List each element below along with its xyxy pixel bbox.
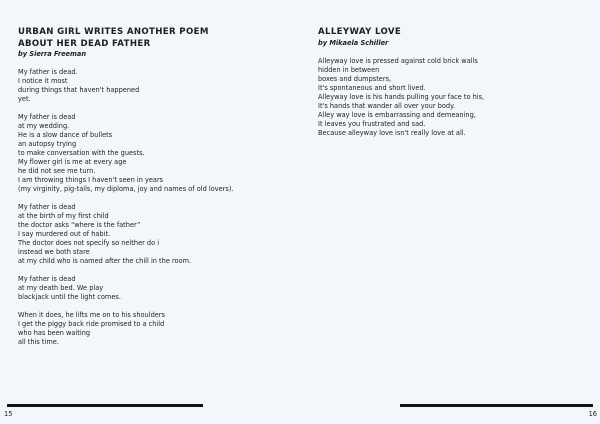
poem-line: during things that haven't happened bbox=[18, 86, 140, 94]
poem-line: When it does, he lifts me on to his shoulders bbox=[18, 311, 165, 319]
poem-line: My father is dead bbox=[18, 203, 76, 211]
poem-line: all this time. bbox=[18, 338, 59, 346]
poem-line: I say murdered out of habit. bbox=[18, 230, 111, 238]
page-number: 15 bbox=[4, 410, 13, 418]
page-number: 16 bbox=[588, 410, 597, 418]
poem-line: I am throwing things I haven't seen in years bbox=[18, 176, 164, 184]
stanza bbox=[18, 275, 288, 302]
poem-line: hidden in between bbox=[318, 65, 380, 74]
poem-title-line: ABOUT HER DEAD FATHER bbox=[18, 38, 151, 49]
stanza bbox=[18, 113, 288, 194]
poem-line: Alley way love is embarrassing and demeaning, bbox=[318, 110, 476, 119]
poem-line: at my death bed. We play bbox=[18, 284, 104, 292]
poem-line: who has been waiting bbox=[18, 329, 91, 337]
poem-line: I notice it most bbox=[18, 77, 68, 85]
poem-line: an autopsy trying bbox=[18, 140, 77, 148]
stanza bbox=[18, 203, 288, 266]
footer-rule bbox=[7, 404, 203, 407]
poem-title-line: URBAN GIRL WRITES ANOTHER POEM bbox=[18, 27, 209, 37]
poem-line: My father is dead bbox=[18, 275, 76, 283]
poem-line: My father is dead. bbox=[18, 68, 78, 76]
left-poem bbox=[18, 27, 288, 356]
poem-line: I get the piggy back ride promised to a child bbox=[18, 320, 165, 328]
poem-line: The doctor does not specify so neither do i bbox=[18, 239, 160, 247]
stanza bbox=[18, 68, 288, 104]
right-poem bbox=[318, 27, 588, 147]
poem-line: yet. bbox=[18, 95, 31, 103]
poem-line: My father is dead bbox=[18, 113, 76, 121]
stanza bbox=[318, 57, 588, 138]
poem-author: by Sierra Freeman bbox=[18, 50, 87, 58]
poem-line: at the birth of my first child bbox=[18, 212, 109, 220]
footer-rule bbox=[400, 404, 593, 407]
poem-line: blackjack until the light comes. bbox=[18, 293, 121, 301]
poem-line: boxes and dumpsters, bbox=[318, 74, 392, 83]
poem-line: (my virginity, pig-tails, my diploma, joy and names of old lovers). bbox=[18, 185, 234, 193]
stanza bbox=[18, 311, 288, 347]
poem-line: at my child who is named after the chill in the room. bbox=[18, 257, 192, 265]
poem-line: It's hands that wander all over your body. bbox=[318, 101, 456, 110]
poem-line: Because alleyway love isn't really love at all. bbox=[318, 128, 466, 137]
poem-line: instead we both stare bbox=[18, 248, 90, 256]
poem-title bbox=[18, 27, 288, 50]
poem-line: Alleyway love is pressed against cold brick walls bbox=[318, 56, 478, 65]
poem-line: at my wedding. bbox=[18, 122, 70, 130]
poem-line: the doctor asks “where is the father” bbox=[18, 221, 141, 229]
poem-line: Alleyway love is his hands pulling your face to his, bbox=[318, 92, 485, 101]
poem-line: to make conversation with the guests. bbox=[18, 149, 145, 157]
poem-line: he did not see me turn. bbox=[18, 167, 96, 175]
poem-line: It leaves you frustrated and sad. bbox=[318, 119, 426, 128]
poem-line: It's spontaneous and short lived. bbox=[318, 83, 426, 92]
poem-author: by Mikaela Schiller bbox=[318, 38, 389, 47]
poem-title: ALLEYWAY LOVE bbox=[318, 27, 402, 37]
poem-line: My flower girl is me at every age bbox=[18, 158, 127, 166]
poem-line: He is a slow dance of bullets bbox=[18, 131, 113, 139]
